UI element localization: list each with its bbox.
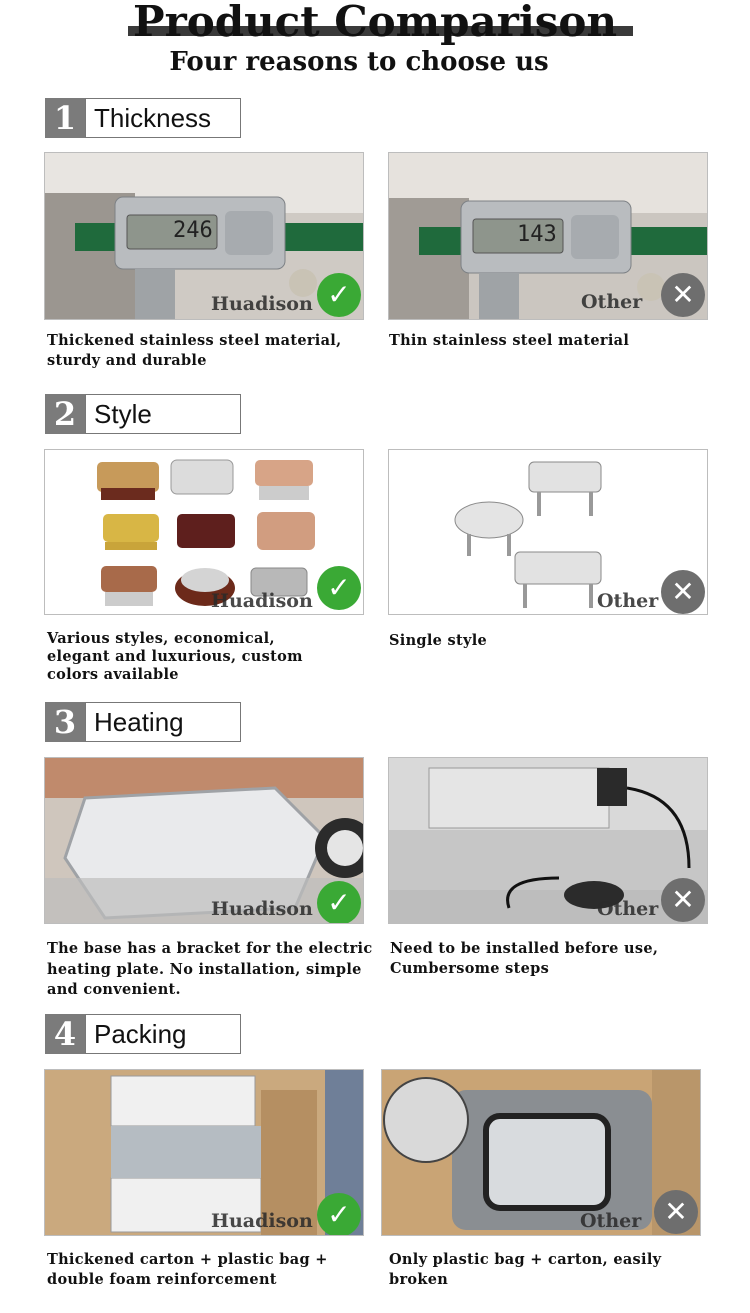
section-number: 2 xyxy=(45,394,85,434)
section-label: Style xyxy=(94,399,152,429)
check-icon: ✓ xyxy=(317,1193,361,1236)
section-label: Packing xyxy=(94,1019,187,1049)
other-watermark: Other xyxy=(580,1210,642,1232)
caption-right: Thin stainless steel material xyxy=(389,332,630,349)
check-icon: ✓ xyxy=(317,881,361,924)
section-number: 1 xyxy=(45,98,85,138)
check-icon: ✓ xyxy=(317,273,361,317)
other-watermark: Other xyxy=(597,898,659,920)
page-title: Product Comparison xyxy=(133,0,617,46)
brand-watermark: Huadison xyxy=(211,898,313,920)
caption-left: Various styles, economical, elegant and luxurious, custom colors available xyxy=(47,630,303,683)
section-heading-packing xyxy=(45,1014,241,1054)
caliper-photo-huadison xyxy=(44,152,364,320)
section-label: Thickness xyxy=(94,103,212,133)
other-watermark: Other xyxy=(581,291,643,313)
other-watermark: Other xyxy=(597,590,659,612)
caption-left: Thickened stainless steel material, sturdy and durable xyxy=(47,332,342,369)
section-number: 3 xyxy=(45,702,85,742)
caliper-display: 246 xyxy=(173,218,213,243)
caption-right: Need to be installed before use, Cumbersome steps xyxy=(390,940,659,977)
cross-icon: ✕ xyxy=(661,273,705,317)
page-subtitle: Four reasons to choose us xyxy=(169,47,549,77)
brand-watermark: Huadison xyxy=(211,590,313,612)
section-label-box xyxy=(85,702,241,742)
caption-left: The base has a bracket for the electric heating plate. No installation, simple and convenient. xyxy=(47,940,373,998)
heating-base-photo-huadison xyxy=(44,757,364,924)
section-number: 4 xyxy=(45,1014,85,1054)
cross-icon: ✕ xyxy=(661,878,705,922)
heating-base-photo-other xyxy=(388,757,708,924)
chafing-dish-styles-other xyxy=(388,449,708,615)
section-label-box xyxy=(85,98,241,138)
section-label-box xyxy=(85,1014,241,1054)
caliper-photo-other xyxy=(388,152,708,320)
brand-watermark: Huadison xyxy=(211,1210,313,1232)
section-heading-thickness xyxy=(45,98,241,138)
section-heading-heating xyxy=(45,702,241,742)
section-heading-style xyxy=(45,394,241,434)
caption-left: Thickened carton + plastic bag + double foam reinforcement xyxy=(47,1251,328,1288)
section-label: Heating xyxy=(94,707,184,737)
chafing-dish-styles-huadison xyxy=(44,449,364,615)
section-label-box xyxy=(85,394,241,434)
packing-photo-huadison xyxy=(44,1069,364,1236)
brand-watermark: Huadison xyxy=(211,293,313,315)
packing-photo-other xyxy=(381,1069,701,1236)
caption-right: Only plastic bag + carton, easily broken xyxy=(389,1251,662,1288)
caliper-display: 143 xyxy=(517,222,557,247)
check-icon: ✓ xyxy=(317,566,361,610)
cross-icon: ✕ xyxy=(661,570,705,614)
caption-right: Single style xyxy=(389,632,488,649)
cross-icon: ✕ xyxy=(654,1190,698,1234)
